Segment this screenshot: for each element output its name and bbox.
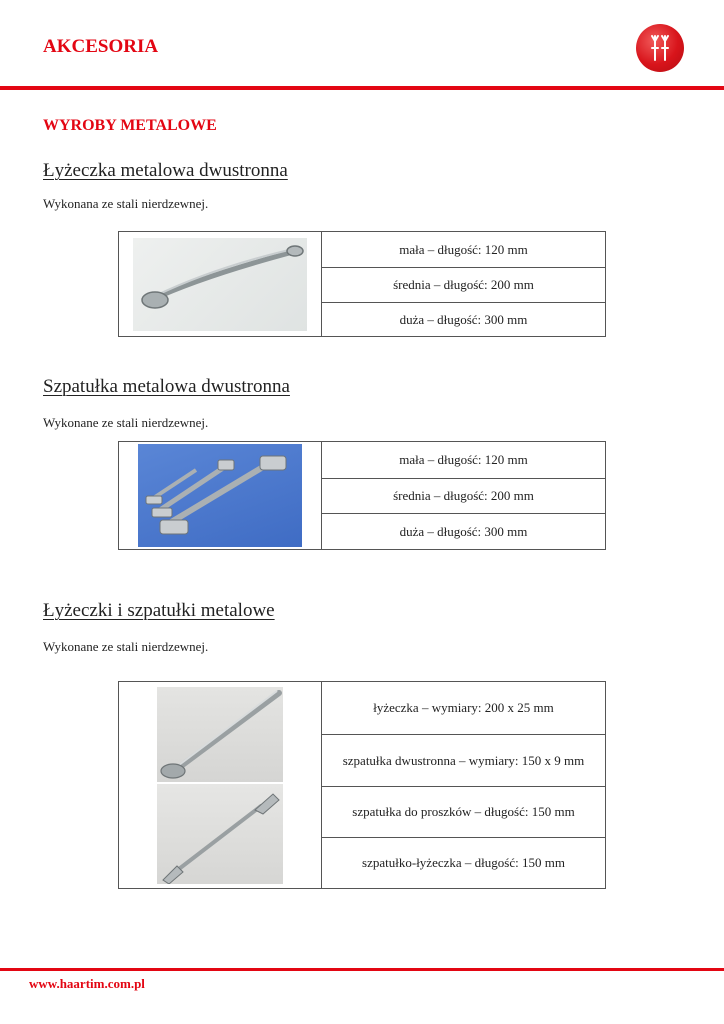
spec-cell: łyżeczka – wymiary: 200 x 25 mm: [322, 682, 606, 735]
product-image-cell: [119, 232, 322, 337]
product-image-cell: [119, 442, 322, 550]
spec-table: [118, 441, 606, 550]
page-title: AKCESORIA: [43, 36, 159, 57]
spoon-and-spatula-images: [157, 687, 283, 883]
spec-cell: duża – długość: 300 mm: [322, 303, 606, 337]
header-divider: [0, 86, 724, 90]
product-title: Szpatułka metalowa dwustronna: [43, 376, 290, 397]
spec-cell: duża – długość: 300 mm: [322, 514, 606, 550]
spec-cell: średnia – długość: 200 mm: [322, 268, 606, 303]
tools-logo-icon: [636, 24, 684, 72]
spoon-photo: [157, 687, 283, 782]
spec-cell: mała – długość: 120 mm: [322, 442, 606, 479]
product-description: Wykonane ze stali nierdzewnej.: [43, 415, 209, 430]
spec-cell: średnia – długość: 200 mm: [322, 479, 606, 514]
spec-table: [118, 681, 606, 889]
footer-divider: [0, 968, 724, 971]
spec-table: [118, 231, 606, 337]
product-title: Łyżeczki i szpatułki metalowe: [43, 600, 275, 621]
product-title: Łyżeczka metalowa dwustronna: [43, 160, 288, 181]
spatula-photo: [157, 784, 283, 884]
spec-cell: szpatułka do proszków – długość: 150 mm: [322, 787, 606, 838]
spec-cell: szpatułko-łyżeczka – długość: 150 mm: [322, 838, 606, 889]
footer-link[interactable]: www.haartim.com.pl: [29, 976, 145, 991]
double-ended-spoon-image: [133, 238, 307, 331]
product-description: Wykonana ze stali nierdzewnej.: [43, 196, 209, 211]
spec-cell: szpatułka dwustronna – wymiary: 150 x 9 mm: [322, 735, 606, 787]
double-ended-spatulas-image: [138, 444, 302, 547]
spec-cell: mała – długość: 120 mm: [322, 232, 606, 268]
product-image-cell: [119, 682, 322, 889]
section-heading: WYROBY METALOWE: [43, 117, 217, 134]
product-description: Wykonane ze stali nierdzewnej.: [43, 639, 209, 654]
